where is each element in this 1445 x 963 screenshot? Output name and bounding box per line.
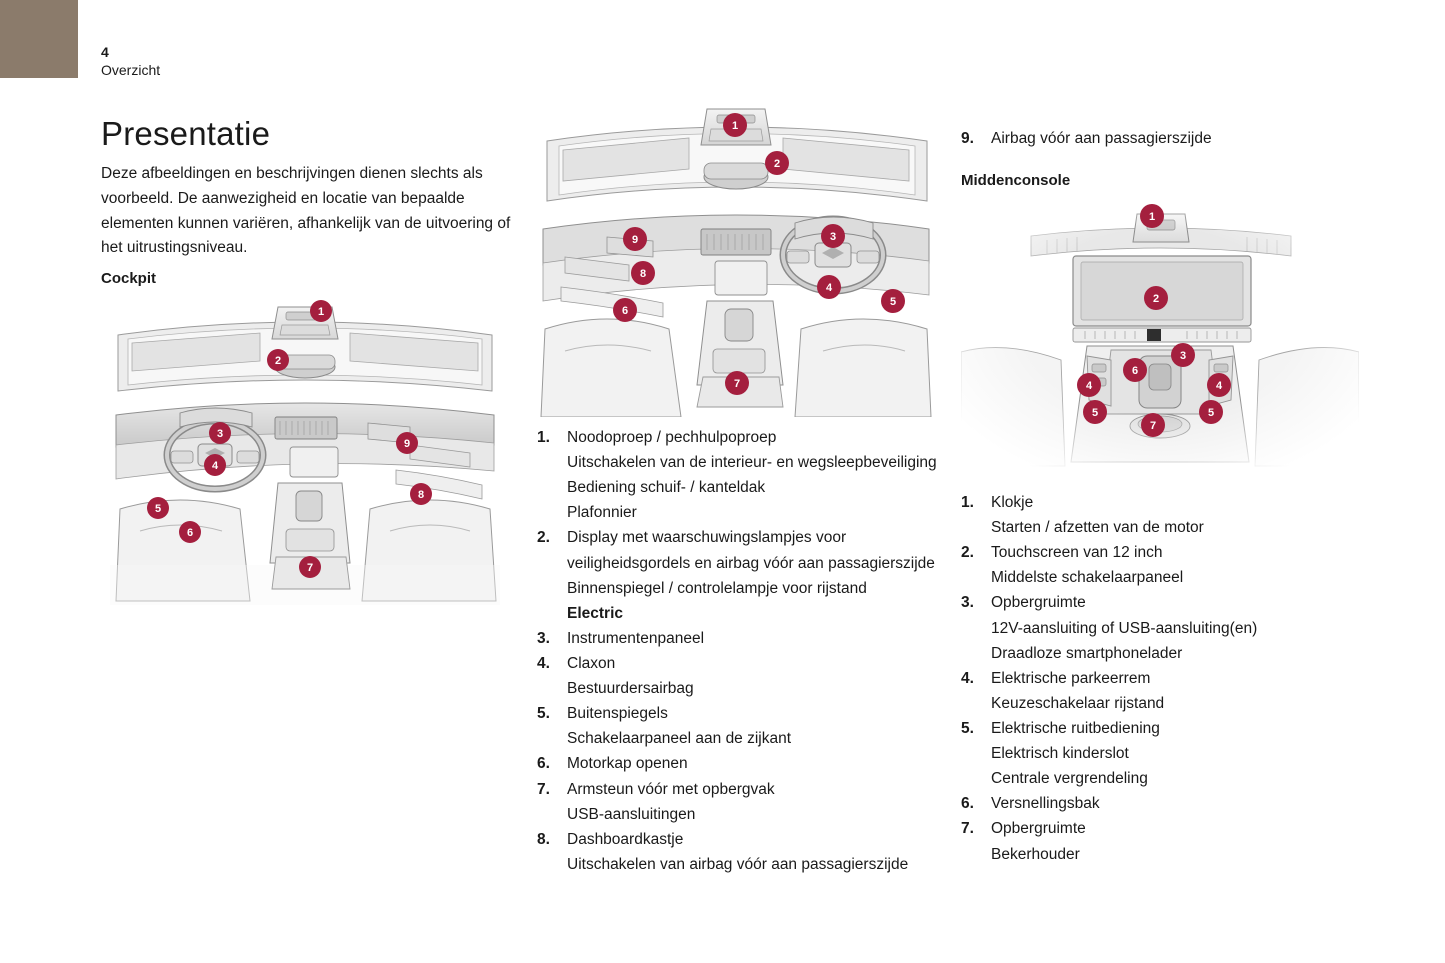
list-item-9 xyxy=(961,126,1361,151)
item-line: Noodoproep / pechhulpoproep xyxy=(567,429,777,446)
item-number: 1. xyxy=(537,429,550,446)
subheading-middenconsole: Middenconsole xyxy=(961,172,1071,189)
svg-text:8: 8 xyxy=(417,489,425,501)
item-text xyxy=(991,791,1361,816)
item-line: Bediening schuif- / kanteldak xyxy=(567,479,766,497)
list-item xyxy=(537,751,937,776)
item-text xyxy=(567,425,937,525)
section-name: Overzicht xyxy=(101,61,161,78)
item-number: 8. xyxy=(537,830,550,848)
item-number: 3. xyxy=(537,629,550,647)
svg-text:3: 3 xyxy=(829,231,837,243)
item-text xyxy=(567,777,937,827)
item-number: 9. xyxy=(961,130,974,147)
item-line: USB-aansluitingen xyxy=(567,805,696,823)
svg-text:5: 5 xyxy=(1207,407,1215,419)
item-text xyxy=(567,525,937,625)
item-line: Display met waarschuwingslampjes voor veiligheidsgordels en airbag vóór aan passagierszijde xyxy=(567,529,935,572)
item-line: Buitenspiegels xyxy=(567,705,668,723)
svg-text:6: 6 xyxy=(1131,365,1139,377)
item-text xyxy=(991,716,1361,791)
item-text xyxy=(567,751,937,776)
svg-text:3: 3 xyxy=(216,428,224,440)
item-line: Elektrische parkeerrem xyxy=(991,669,1151,687)
svg-text:2: 2 xyxy=(274,355,282,367)
item-line: Binnenspiegel / controlelampje voor rijstand xyxy=(567,579,867,597)
item-line: Opbergruimte xyxy=(991,820,1086,838)
list-item xyxy=(537,651,937,701)
item-text: Airbag vóór aan passagierszijde xyxy=(991,130,1212,147)
item-line: Opbergruimte xyxy=(991,594,1086,612)
list-item xyxy=(537,425,937,525)
list-item xyxy=(537,827,937,877)
svg-text:9: 9 xyxy=(403,438,411,450)
item-line: Uitschakelen van airbag vóór aan passagierszijde xyxy=(567,855,909,873)
item-number: 2. xyxy=(961,544,974,562)
list-item xyxy=(537,525,937,625)
svg-text:1: 1 xyxy=(1148,211,1156,223)
svg-text:4: 4 xyxy=(825,282,833,294)
item-text xyxy=(567,651,937,701)
item-text xyxy=(991,590,1361,665)
item-number: 7. xyxy=(537,780,550,798)
item-text xyxy=(567,701,937,751)
item-line: Motorkap openen xyxy=(567,755,688,773)
page-header xyxy=(101,44,160,79)
item-line: Elektrisch kinderslot xyxy=(991,745,1129,763)
svg-text:5: 5 xyxy=(1091,407,1099,419)
item-line: Claxon xyxy=(567,654,616,672)
svg-text:7: 7 xyxy=(306,562,314,574)
item-line: Dashboardkastje xyxy=(567,830,684,848)
item-number: 5. xyxy=(961,719,974,737)
item-text xyxy=(991,490,1361,540)
svg-text:4: 4 xyxy=(1215,380,1223,392)
svg-text:5: 5 xyxy=(889,296,897,308)
svg-text:7: 7 xyxy=(1149,420,1157,432)
item-text xyxy=(991,540,1361,590)
item-line: Keuzeschakelaar rijstand xyxy=(991,694,1165,712)
cockpit-overview-illustration xyxy=(110,295,500,605)
page-title: Presentatie xyxy=(101,115,271,152)
item-line: Centrale vergrendeling xyxy=(991,770,1148,788)
item-line-bold: Electric xyxy=(567,604,624,622)
list-item xyxy=(961,590,1361,665)
item-line: Schakelaarpaneel aan de zijkant xyxy=(567,730,792,748)
item-line: Versnellingsbak xyxy=(991,795,1100,813)
item-number: 4. xyxy=(961,669,974,687)
item-number: 3. xyxy=(961,594,974,612)
item-number: 6. xyxy=(961,795,974,813)
svg-text:2: 2 xyxy=(1152,293,1160,305)
intro-paragraph: Deze afbeeldingen en beschrijvingen dienen slechts als voorbeeld. De aanwezigheid en locatie van bepaalde elementen kunnen variëren, afhankelijk van de uitvoering of het uitrustingsniveau. xyxy=(101,165,511,257)
item-line: Bekerhouder xyxy=(991,845,1080,863)
item-text xyxy=(567,626,937,651)
center-console-illustration xyxy=(961,200,1359,472)
svg-text:6: 6 xyxy=(621,305,629,317)
list-item xyxy=(961,490,1361,540)
item-line: Middelste schakelaarpaneel xyxy=(991,569,1184,587)
svg-text:1: 1 xyxy=(731,120,739,132)
item-line: Klokje xyxy=(991,494,1034,511)
svg-text:4: 4 xyxy=(1085,380,1093,392)
list-item xyxy=(961,816,1361,866)
svg-text:8: 8 xyxy=(639,268,647,280)
svg-text:7: 7 xyxy=(733,378,741,390)
item-number: 7. xyxy=(961,820,974,838)
list-item xyxy=(537,701,937,751)
item-number: 6. xyxy=(537,755,550,773)
item-line: Armsteun vóór met opbergvak xyxy=(567,780,775,798)
dashboard-overview-illustration xyxy=(537,105,935,417)
page-number: 4 xyxy=(101,44,109,60)
list-item xyxy=(961,791,1361,816)
item-line: Uitschakelen van de interieur- en wegsleepbeveiliging xyxy=(567,454,937,472)
item-text xyxy=(991,816,1361,866)
list-item xyxy=(537,626,937,651)
svg-text:5: 5 xyxy=(154,503,162,515)
item-number: 1. xyxy=(961,494,974,511)
svg-text:4: 4 xyxy=(211,460,219,472)
page-corner-block xyxy=(0,0,78,78)
subheading-cockpit: Cockpit xyxy=(101,270,157,287)
item-line: Starten / afzetten van de motor xyxy=(991,519,1204,537)
item-line: Plafonnier xyxy=(567,504,637,522)
svg-text:2: 2 xyxy=(773,158,781,170)
list-item xyxy=(961,716,1361,791)
list-item xyxy=(961,540,1361,590)
svg-text:9: 9 xyxy=(631,234,639,246)
cockpit-legend-list xyxy=(537,425,937,877)
item-line: Draadloze smartphonelader xyxy=(991,644,1183,662)
svg-text:1: 1 xyxy=(317,306,325,318)
item-number: 2. xyxy=(537,529,550,547)
svg-text:6: 6 xyxy=(186,527,194,539)
item-line: Touchscreen van 12 inch xyxy=(991,544,1163,562)
item-line: 12V-aansluiting of USB-aansluiting(en) xyxy=(991,619,1258,637)
list-item xyxy=(961,666,1361,716)
svg-text:3: 3 xyxy=(1179,350,1187,362)
item-line: Elektrische ruitbediening xyxy=(991,719,1160,737)
item-line: Bestuurdersairbag xyxy=(567,680,694,698)
console-legend-list xyxy=(961,490,1361,867)
item-number: 5. xyxy=(537,705,550,723)
list-item xyxy=(537,777,937,827)
item-number: 4. xyxy=(537,654,550,672)
item-text xyxy=(991,666,1361,716)
item-text xyxy=(567,827,937,877)
item-line: Instrumentenpaneel xyxy=(567,629,705,647)
